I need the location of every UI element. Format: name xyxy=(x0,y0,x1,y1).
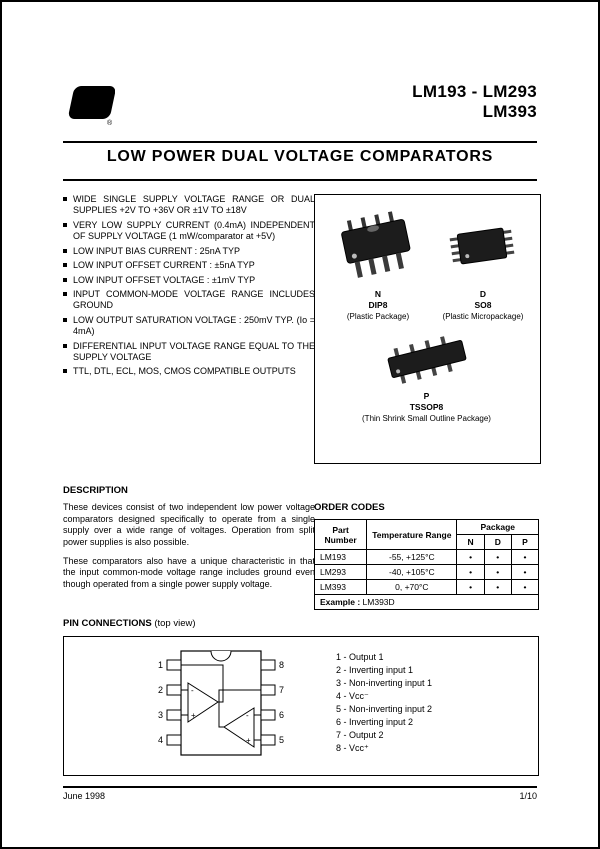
tssop8-desc: (Thin Shrink Small Outline Package) xyxy=(362,413,491,423)
table-row xyxy=(315,580,539,595)
pin-list-item: 7 - Output 2 xyxy=(336,730,384,741)
col-header-temp: Temperature Range xyxy=(367,520,457,550)
cell-part: LM393 xyxy=(315,580,367,595)
pin-number-3: 3 xyxy=(157,710,163,720)
bullet-icon xyxy=(63,292,67,296)
pin-list-item: 5 - Non-inverting input 2 xyxy=(336,704,433,715)
pin-list-item: 3 - Non-inverting input 1 xyxy=(336,678,433,689)
dip8-label xyxy=(323,289,433,323)
cell-pkg-n: • xyxy=(457,580,484,595)
pin-number-2: 2 xyxy=(157,685,163,695)
cell-pkg-d: • xyxy=(484,550,511,565)
feature-item xyxy=(63,366,315,377)
pin-list-item: 4 - Vcc⁻ xyxy=(336,691,369,702)
pin-list-item: 8 - Vcc⁺ xyxy=(336,743,369,754)
cell-pkg-p: • xyxy=(511,565,538,580)
feature-text: DIFFERENTIAL INPUT VOLTAGE RANGE EQUAL TO THE SUPPLY VOLTAGE xyxy=(73,340,315,363)
bullet-icon xyxy=(63,249,67,253)
cell-part: LM293 xyxy=(315,565,367,580)
pin-list xyxy=(336,651,432,755)
feature-item xyxy=(63,315,315,338)
pin-number-7: 7 xyxy=(279,685,285,695)
bullet-icon xyxy=(63,223,67,227)
col-header-part: Part Number xyxy=(315,520,367,550)
feature-item xyxy=(63,260,315,271)
registered-mark: ® xyxy=(107,120,113,126)
cell-pkg-n: • xyxy=(457,550,484,565)
comparator2-minus-mark: - xyxy=(246,711,249,720)
dip8-code: N xyxy=(374,289,382,299)
comparator1-minus-mark: - xyxy=(191,686,194,695)
example-label: Example : xyxy=(320,597,361,607)
pin-connections-heading xyxy=(63,618,196,629)
footer-page-number: 1/10 xyxy=(519,791,537,801)
comparator1-plus-mark: + xyxy=(191,711,196,720)
tssop8-name: TSSOP8 xyxy=(409,402,444,413)
feature-item xyxy=(63,220,315,243)
footer-divider xyxy=(63,786,537,788)
header-divider xyxy=(63,141,537,143)
so8-desc: (Plastic Micropackage) xyxy=(442,311,524,321)
order-codes-heading: ORDER CODES xyxy=(314,502,385,513)
bullet-icon xyxy=(63,263,67,267)
feature-text: LOW INPUT OFFSET CURRENT : ±5nA TYP xyxy=(73,260,255,271)
description-para-2: These comparators also have a unique characteristic in that the input common-mode voltage range includes ground even though operated from a single power supply voltage. xyxy=(63,555,315,590)
table-row xyxy=(315,550,539,565)
feature-text: LOW INPUT BIAS CURRENT : 25nA TYP xyxy=(73,245,241,256)
col-header-d: D xyxy=(484,535,511,550)
col-header-p: P xyxy=(511,535,538,550)
feature-text: LOW OUTPUT SATURATION VOLTAGE : 250mV TYP. (Io = 4mA) xyxy=(73,314,315,337)
cell-pkg-d: • xyxy=(484,565,511,580)
st-logo-text: ST xyxy=(80,91,109,116)
feature-text: TTL, DTL, ECL, MOS, CMOS COMPATIBLE OUTPUTS xyxy=(73,366,296,377)
feature-text: WIDE SINGLE SUPPLY VOLTAGE RANGE OR DUAL SUPPLIES +2V TO +36V OR ±1V TO ±18V xyxy=(73,194,315,216)
description-para-1: These devices consist of two independent low power voltage comparators designed specifically to operate from a single supply over a wide range of voltages. Operation from split power supplies is also possible. xyxy=(63,502,315,548)
feature-text: VERY LOW SUPPLY CURRENT (0.4mA) INDEPENDENT OF SUPPLY VOLTAGE (1 mW/comparator at +5V) xyxy=(73,219,315,242)
part-line-2: LM393 xyxy=(482,102,537,122)
page-title: LOW POWER DUAL VOLTAGE COMPARATORS xyxy=(106,148,494,165)
bullet-icon xyxy=(63,278,67,282)
features-list xyxy=(63,194,315,381)
tssop8-label xyxy=(325,391,528,425)
bullet-icon xyxy=(63,369,67,373)
cell-pkg-p: • xyxy=(511,580,538,595)
cell-temp: -40, +105°C xyxy=(367,565,457,580)
so8-code: D xyxy=(479,289,487,299)
feature-text: LOW INPUT OFFSET VOLTAGE : ±1mV TYP xyxy=(73,274,256,285)
example-value: LM393D xyxy=(362,597,395,607)
feature-item xyxy=(63,341,315,364)
example-row xyxy=(315,595,539,610)
cell-pkg-p: • xyxy=(511,550,538,565)
pin-list-item: 1 - Output 1 xyxy=(336,652,384,662)
cell-pkg-d: • xyxy=(484,580,511,595)
st-logo xyxy=(63,84,115,131)
bullet-icon xyxy=(63,344,67,348)
pin-connections-subtitle: (top view) xyxy=(154,618,196,629)
cell-temp: -55, +125°C xyxy=(367,550,457,565)
example-cell xyxy=(315,595,539,610)
order-codes-table xyxy=(314,519,539,610)
col-header-n: N xyxy=(457,535,484,550)
pin-list-item: 2 - Inverting input 1 xyxy=(336,665,414,676)
dip8-package-drawing xyxy=(333,209,423,292)
cell-part: LM193 xyxy=(315,550,367,565)
feature-item xyxy=(63,275,315,286)
feature-item xyxy=(63,289,315,312)
cell-pkg-n: • xyxy=(457,565,484,580)
pin-number-6: 6 xyxy=(279,710,285,720)
dip8-name: DIP8 xyxy=(368,300,388,311)
so8-label xyxy=(433,289,533,323)
tssop8-code: P xyxy=(423,391,430,401)
package-box xyxy=(314,194,541,464)
pin-connections-box xyxy=(63,636,539,776)
feature-item xyxy=(63,194,315,217)
description-section xyxy=(63,485,315,598)
bullet-icon xyxy=(63,197,67,201)
so8-name: SO8 xyxy=(474,300,492,311)
dip8-pinout-schematic xyxy=(126,645,321,767)
pin-list-item: 6 - Inverting input 2 xyxy=(336,717,414,728)
title-divider xyxy=(63,179,537,181)
order-codes-section xyxy=(314,502,539,610)
pin-connections-title: PIN CONNECTIONS xyxy=(63,618,152,629)
col-header-package: Package xyxy=(457,520,539,535)
table-row xyxy=(315,565,539,580)
feature-item xyxy=(63,246,315,257)
pin-number-1: 1 xyxy=(157,660,163,670)
cell-temp: 0, +70°C xyxy=(367,580,457,595)
feature-text: INPUT COMMON-MODE VOLTAGE RANGE INCLUDES GROUND xyxy=(73,288,315,311)
description-heading: DESCRIPTION xyxy=(63,485,128,496)
comparator2-plus-mark: + xyxy=(246,736,251,745)
pin-number-4: 4 xyxy=(157,735,163,745)
dip8-desc: (Plastic Package) xyxy=(346,311,410,321)
part-line-1: LM193 - LM293 xyxy=(412,82,537,101)
pin-number-5: 5 xyxy=(279,735,285,745)
tssop8-package-drawing xyxy=(377,333,477,390)
part-numbers xyxy=(412,82,537,123)
footer-date: June 1998 xyxy=(63,791,106,801)
bullet-icon xyxy=(63,318,67,322)
pin-number-8: 8 xyxy=(279,660,285,670)
so8-package-drawing xyxy=(443,217,521,280)
